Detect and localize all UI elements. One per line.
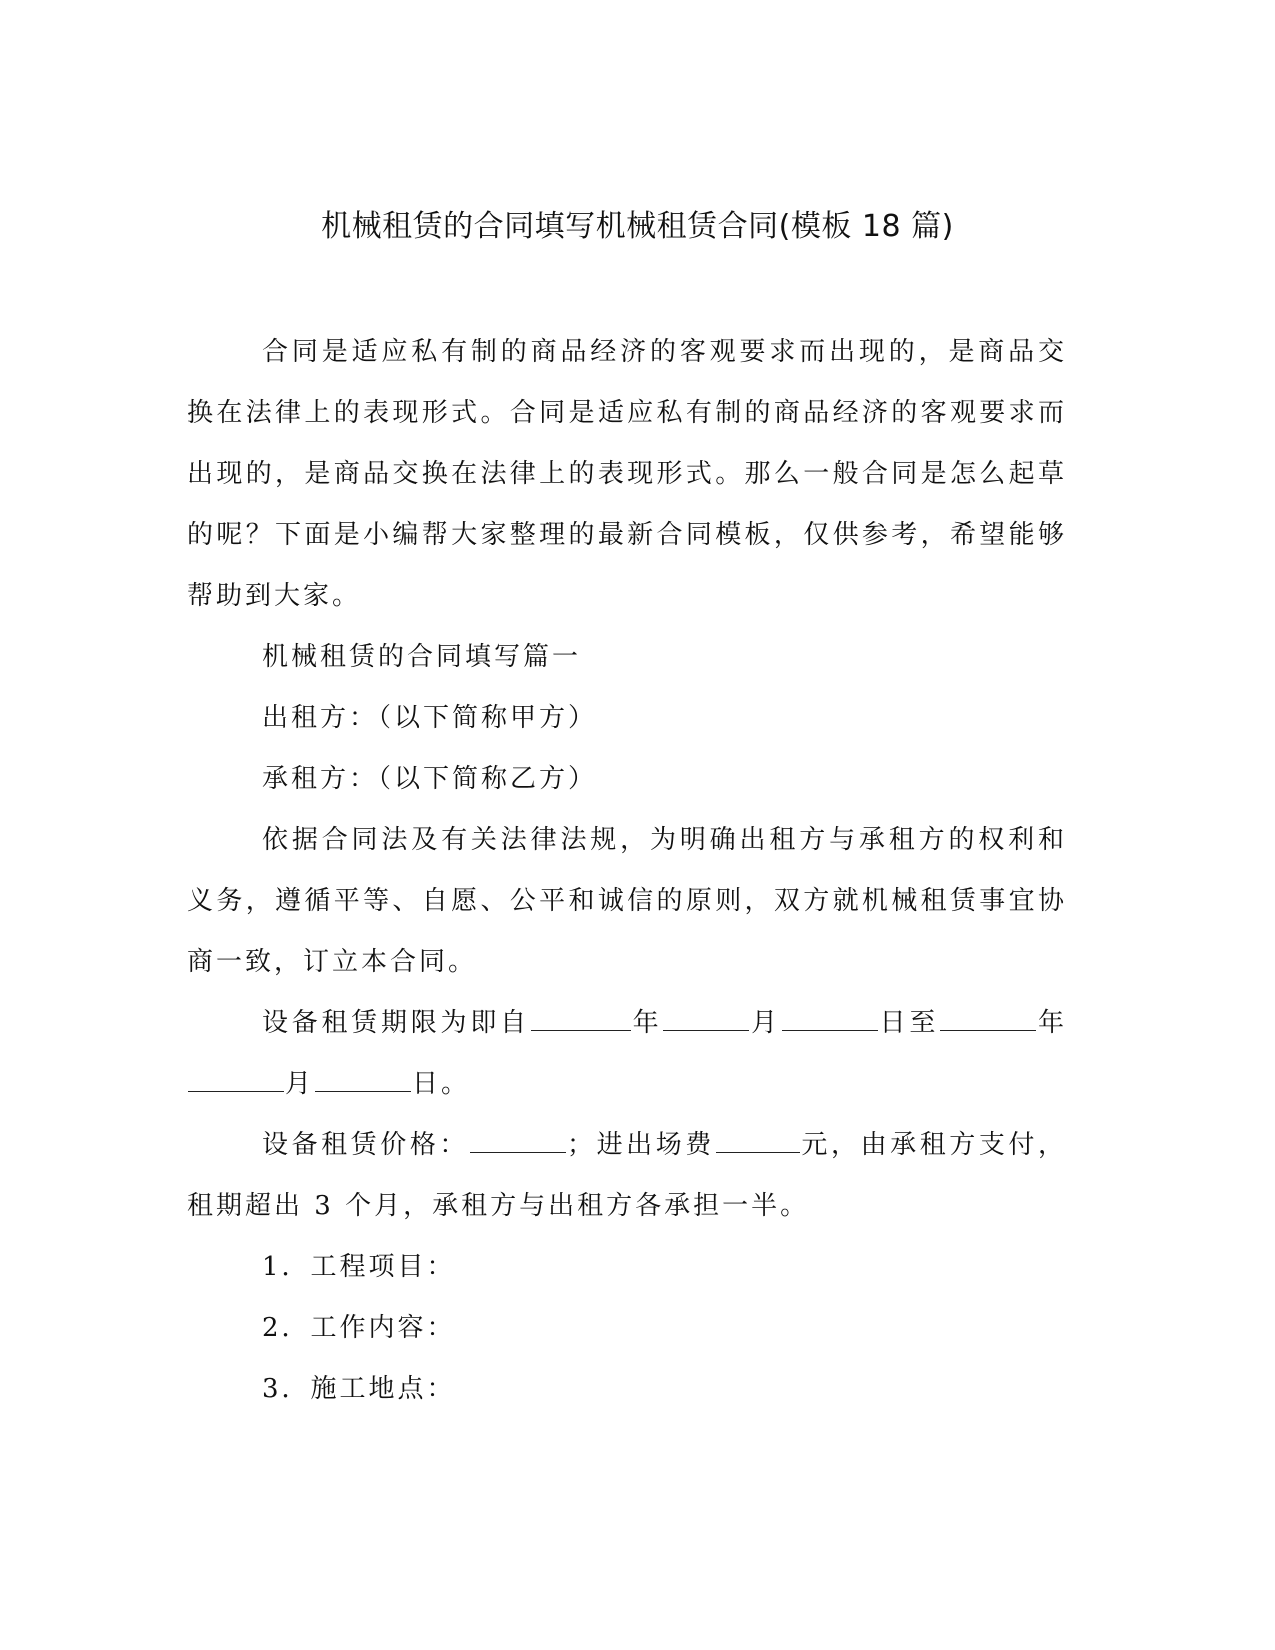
- blank-field: [188, 1067, 284, 1092]
- document-title: 机械租赁的合同填写机械租赁合同(模板 18 篇): [321, 209, 954, 244]
- price-prefix: 设备租赁价格：: [262, 1130, 469, 1160]
- basis-paragraph: 依据合同法及有关法律法规，为明确出租方与承租方的权利和义务，遵循平等、自愿、公平和诚信的原则，双方就机械租赁事宜协商一致，订立本合同。: [187, 825, 1067, 977]
- day-to-label: 日至: [878, 1008, 940, 1038]
- lease-period-prefix: 设备租赁期限为即自: [262, 1008, 530, 1038]
- entry-fee-label: ；进出场费: [567, 1130, 715, 1160]
- list-item-work-content: 2．工作内容：: [262, 1313, 456, 1343]
- blank-field: [782, 1006, 878, 1031]
- intro-paragraph: 合同是适应私有制的商品经济的客观要求而出现的，是商品交换在法律上的表现形式。合同是适应私有制的商品经济的客观要求而出现的，是商品交换在法律上的表现形式。那么一般合同是怎么起草的呢？下面是小编帮大家整理的最新合同模板，仅供参考，希望能够帮助到大家。: [187, 337, 1067, 611]
- blank-field: [315, 1067, 411, 1092]
- day-end-label: 日。: [412, 1069, 471, 1099]
- lease-period-paragraph: [187, 993, 1067, 1115]
- blank-field: [470, 1128, 566, 1153]
- lessor-line: 出租方：（以下简称甲方）: [262, 703, 598, 733]
- blank-field: [531, 1006, 631, 1031]
- blank-field: [940, 1006, 1036, 1031]
- price-suffix: 元，由承租方支付，租期超出 3 个月，承租方与出租方各承担一半。: [187, 1130, 1067, 1221]
- list-item-site: 3．施工地点：: [262, 1374, 456, 1404]
- lease-price-paragraph: [187, 1115, 1067, 1237]
- document-body: [187, 322, 1067, 1420]
- year-label: 年: [631, 1008, 663, 1038]
- year-label: 年: [1037, 1008, 1067, 1038]
- lessee-line: 承租方：（以下简称乙方）: [262, 764, 598, 794]
- section-heading: 机械租赁的合同填写篇一: [262, 642, 582, 672]
- blank-field: [716, 1128, 800, 1153]
- month-label: 月: [285, 1069, 315, 1099]
- month-label: 月: [750, 1008, 781, 1038]
- list-item-project: 1．工程项目：: [262, 1252, 456, 1282]
- blank-field: [663, 1006, 749, 1031]
